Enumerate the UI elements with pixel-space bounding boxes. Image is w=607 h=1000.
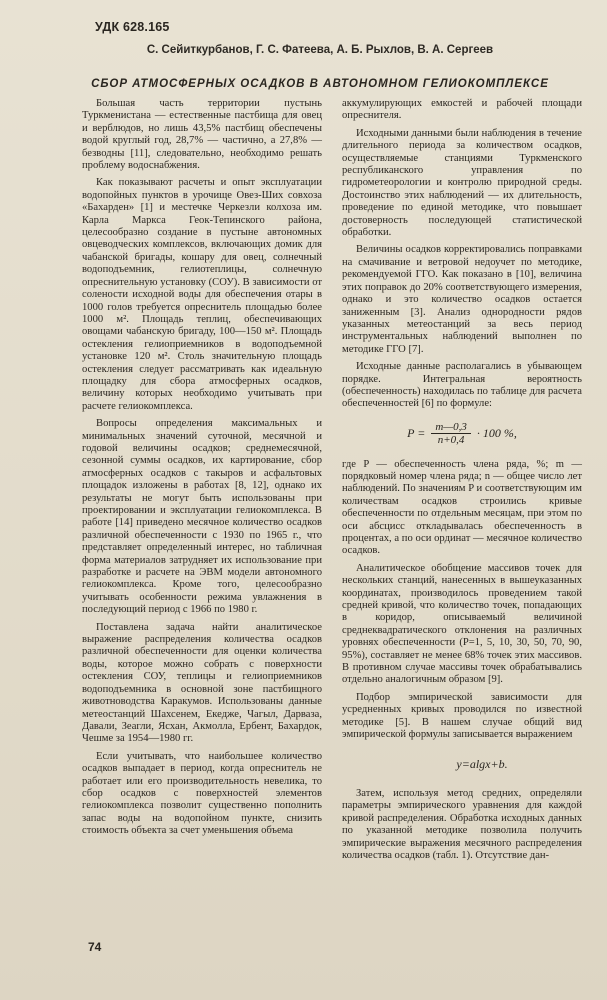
paragraph: Исходные данные располагались в убывающем порядке. Интегральная вероятность (обеспеченность) находилась по таблице для расчета обеспеченностей [6] по формуле:: [342, 361, 582, 410]
formula-rhs: · 100 %,: [476, 426, 517, 441]
paragraph: Большая часть территории пустынь Туркменистана — естественные пастбища для овец и верблюдов, но лишь 43,5% пастбищ обеспечены водой круглый год, 28,7% — частично, а 27,8% — безводны [11], следовательно, необходимо решать проблему водоснабжения.: [82, 98, 322, 172]
udk-code: УДК 628.165: [95, 20, 170, 34]
paragraph: Исходными данными были наблюдения в течение длительного периода за количеством осадков, осуществляемые станциями Туркменского республиканского управления по гидрометеорологии и контролю природной среды. Достоинство этих наблюдений — их длительность, проведение по единой методике, что повышает достоверность последующей статистической обработки.: [342, 127, 582, 239]
paragraph: Подбор эмпирической зависимости для усредненных кривых проводился по известной методике [5]. В нашем случае общий вид эмпирической формулы записывается выражением: [342, 691, 582, 741]
right-column: [342, 98, 582, 862]
formula-lhs: P =: [407, 426, 426, 441]
paragraph: Затем, используя метод средних, определяли параметры эмпирического уравнения для каждой кривой распределения. Обработка исходных данных по указанной методике позволила получить эмпирические выражения месячного распределения количества осадков (табл. 1). Отсутствие дан-: [342, 787, 582, 861]
formula-fraction: [431, 421, 470, 447]
paragraph: Поставлена задача найти аналитическое выражение распределения количества осадков различной обеспеченности для оценки количества воды, которое можно собрать с поверхности остекления СОУ, теплицы и гелиоприемников водоподъемника в основной зоне пастбищного животноводства Каракумов. Использованы данные метеостанций Шахсенем, Екедже, Чагыл, Дарваза, Давали, Зеагли, Ясхан, Акмолла, Ербент, Бахардок, Чешме за 1954—1980 гг.: [82, 621, 322, 745]
paragraph: Как показывают расчеты и опыт эксплуатации водопойных пунктов в урочище Овез-Ших совхоза «Бахарден» [1] и местечке Черкезли колхоза им. Карла Маркса Геок-Тепинского района, целесообразно создание в пустыне автономных овцеводческих комплексов, включающих домик для чабанской бригады, кошару для овец, солнечный водоподъемник, гелиотеплицы, солнечную опреснительную установку (СОУ). В зависимости от солености исходной воды для обеспечения отары в 1000 голов требуется опреснитель площадью более 1000 м². Площадь теплиц, обеспечивающих овощами чабанскую бригаду, 100—150 м². Площадь остекления гелиоприемников в водоподъемной установке 120 м². Столь значительную площадь остекления следует рассматривать как идеальную площадку для сбора атмосферных осадков, величину которых необходимо учитывать при расчете гелиокомплекса.: [82, 177, 322, 412]
paragraph: где P — обеспеченность члена ряда, %; m — порядковый номер члена ряда; n — общее число лет наблюдений. По значениям P и соответствующим им количествам осадков строились кривые обеспеченности по отдельным месяцам, при этом по оси абсцисс откладывалась обеспеченность в процентах, а по оси ординат — месячное количество осадков.: [342, 458, 582, 557]
paragraph: Величины осадков корректировались поправками на смачивание и ветровой недоучет по методике, рекомендуемой ГГО. Как показано в [10], величина этих поправок до 20% соответствующего измерения, однако и это количество осадков остается заниженным [3]. Анализ однородности рядов указанных метеостанций за весь период инструментальных наблюдений выполнен по методике ГГО [7].: [342, 244, 582, 355]
probability-formula: [342, 421, 582, 447]
article-title: СБОР АТМОСФЕРНЫХ ОСАДКОВ В АВТОНОМНОМ ГЕЛИОКОМПЛЕКСЕ: [91, 78, 549, 90]
paragraph: аккумулирующих емкостей и рабочей площади опреснителя.: [342, 98, 582, 122]
formula-denominator: n+0,4: [437, 434, 465, 447]
formula-numerator: m—0,3: [431, 421, 470, 434]
page-number: 74: [88, 940, 102, 954]
left-column: [82, 98, 322, 838]
paragraph: Аналитическое обобщение массивов точек для нескольких станций, нанесенных в вышеуказанных координатах, производилось проведением такой средней кривой, что количество точек, попадающих в коридор, описываемый величиной среднеквадратического отклонения на различных уровнях обеспеченности (P=1, 5, 10, 30, 50, 70, 90, 95%), составляет не менее 68% точек этих массивов. В противном случае массивы точек обрабатывались отдельно аналогичным образом [9].: [342, 562, 582, 686]
paragraph: Вопросы определения максимальных и минимальных значений суточной, месячной и годовой величины осадков; среднемесячной, сезонной суммы осадков, их картирование, сбор атмосферных осадков с такыров и асфальтовых площадок изложены в работах [8, 12], однако их результаты не могут быть использованы при проектировании и эксплуатации гелиокомплекса. В работе [14] приведено месячное количество осадков различной обеспеченности с 1930 по 1965 г., что представляет определенный интерес, но табличная форма материалов затрудняет их использование при разработке и расчете на ЭВМ модели автономного гелиокомплекса. Кроме того, целесообразно учитывать особенности режима увлажнения в последующий период с 1966 по 1980 г.: [82, 418, 322, 616]
authors: С. Сейиткурбанов, Г. С. Фатеева, А. Б. Рыхлов, В. А. Сергеев: [146, 44, 494, 56]
empirical-formula: y=algx+b.: [456, 756, 508, 771]
paragraph: Если учитывать, что наибольшее количество осадков выпадает в период, когда опреснитель не работает или его производительность невелика, то сбор осадков с поверхностей элементов гелиокомплекса позволит существенно пополнить запас воды на водопойном пункте, снизить стоимость объекта за счет уменьшения объема: [82, 750, 322, 837]
